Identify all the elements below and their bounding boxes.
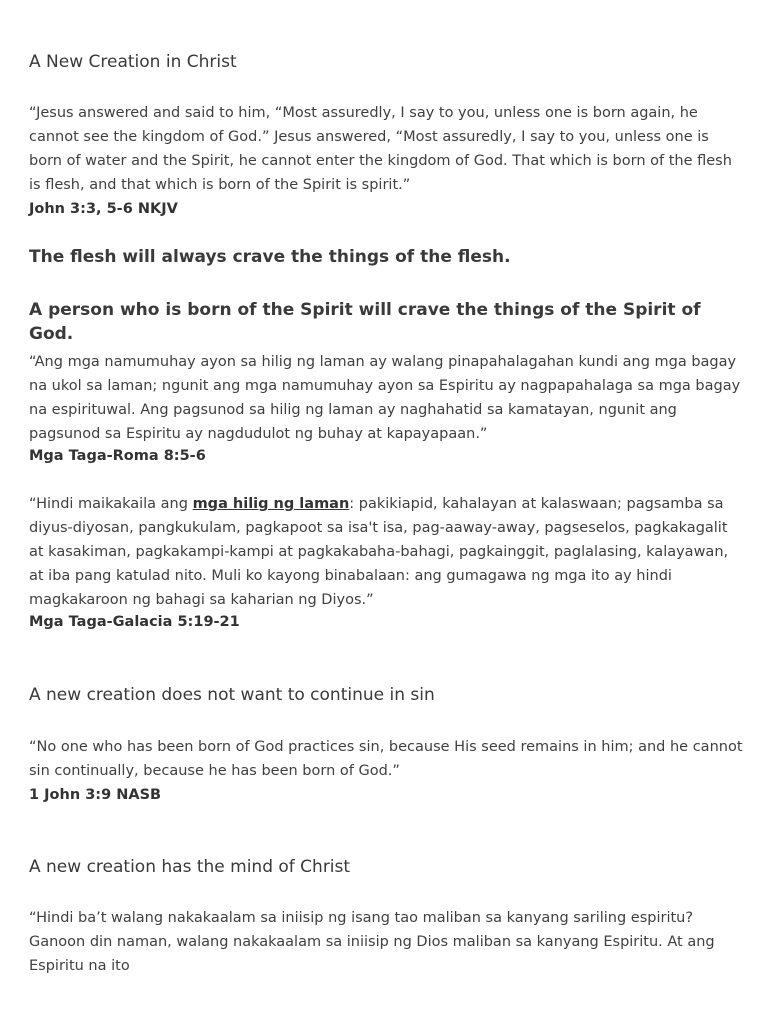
flesh-desires-link[interactable]: mga hilig ng laman: [192, 496, 350, 512]
john-reference: John 3:3, 5-6 NKJV: [29, 201, 178, 217]
roma-reference: Mga Taga-Roma 8:5-6: [29, 448, 206, 464]
galacia-quote-suffix: : pakikiapid, kahalayan at kalaswaan; pagsamba sa diyus-diyosan, pangkukulam, pagkapoot sa isa't isa, pag-aaway-away, pagseselos, pagkakagalit at kasakiman, pagkakampi-kampi at pagkakabaha-bahagi, pagkainggit, paglalasing, kalayawan, at iba pang katulad nito. Muli ko kayong binabalaan: ang gumagawa ng mga ito ay hindi magkakaroon ng bahagi sa kaharian ng Diyos.”: [29, 496, 729, 608]
mind-quote: “Hindi ba’t walang nakakaalam sa iniisip ng isang tao maliban sa kanyang sariling espiritu? Ganoon din naman, walang nakakaalam sa iniisip ng Dios maliban sa kanyang Espiritu. At ang Espiritu na ito: [29, 910, 715, 974]
galacia-quote-prefix: “Hindi maikakaila ang: [29, 496, 193, 512]
roma-quote: “Ang mga namumuhay ayon sa hilig ng laman ay walang pinapahalagahan kundi ang mga bagay na ukol sa laman; ngunit ang mga namumuhay ayon sa Espiritu ay nagpapahalaga sa mga bagay na espirituwal. Ang pagsunod sa hilig ng laman ay naghahatid sa kamatayan, ngunit ang pagsunod sa Espiritu ay nagdudulot ng buhay at kapayapaan.”: [29, 354, 741, 442]
page-title: A New Creation in Christ: [29, 52, 237, 72]
sin-heading: A new creation does not want to continue in sin: [29, 685, 435, 705]
galacia-reference: Mga Taga-Galacia 5:19-21: [29, 614, 240, 630]
john-quote: “Jesus answered and said to him, “Most assuredly, I say to you, unless one is born again, he cannot see the kingdom of God.” Jesus answered, “Most assuredly, I say to you, unless one is born of water and the Spirit, he cannot enter the kingdom of God. That which is born of the flesh is flesh, and that which is born of the Spirit is spirit.”: [29, 105, 732, 193]
spirit-statement: A person who is born of the Spirit will crave the things of the Spirit of God.: [29, 300, 701, 344]
flesh-statement: The flesh will always crave the things of the flesh.: [29, 247, 511, 267]
galacia-quote: [29, 492, 745, 612]
sin-quote: “No one who has been born of God practices sin, because His seed remains in him; and he cannot sin continually, because he has been born of God.”: [29, 739, 743, 779]
mind-heading: A new creation has the mind of Christ: [29, 857, 351, 877]
sin-reference: 1 John 3:9 NASB: [29, 787, 162, 803]
